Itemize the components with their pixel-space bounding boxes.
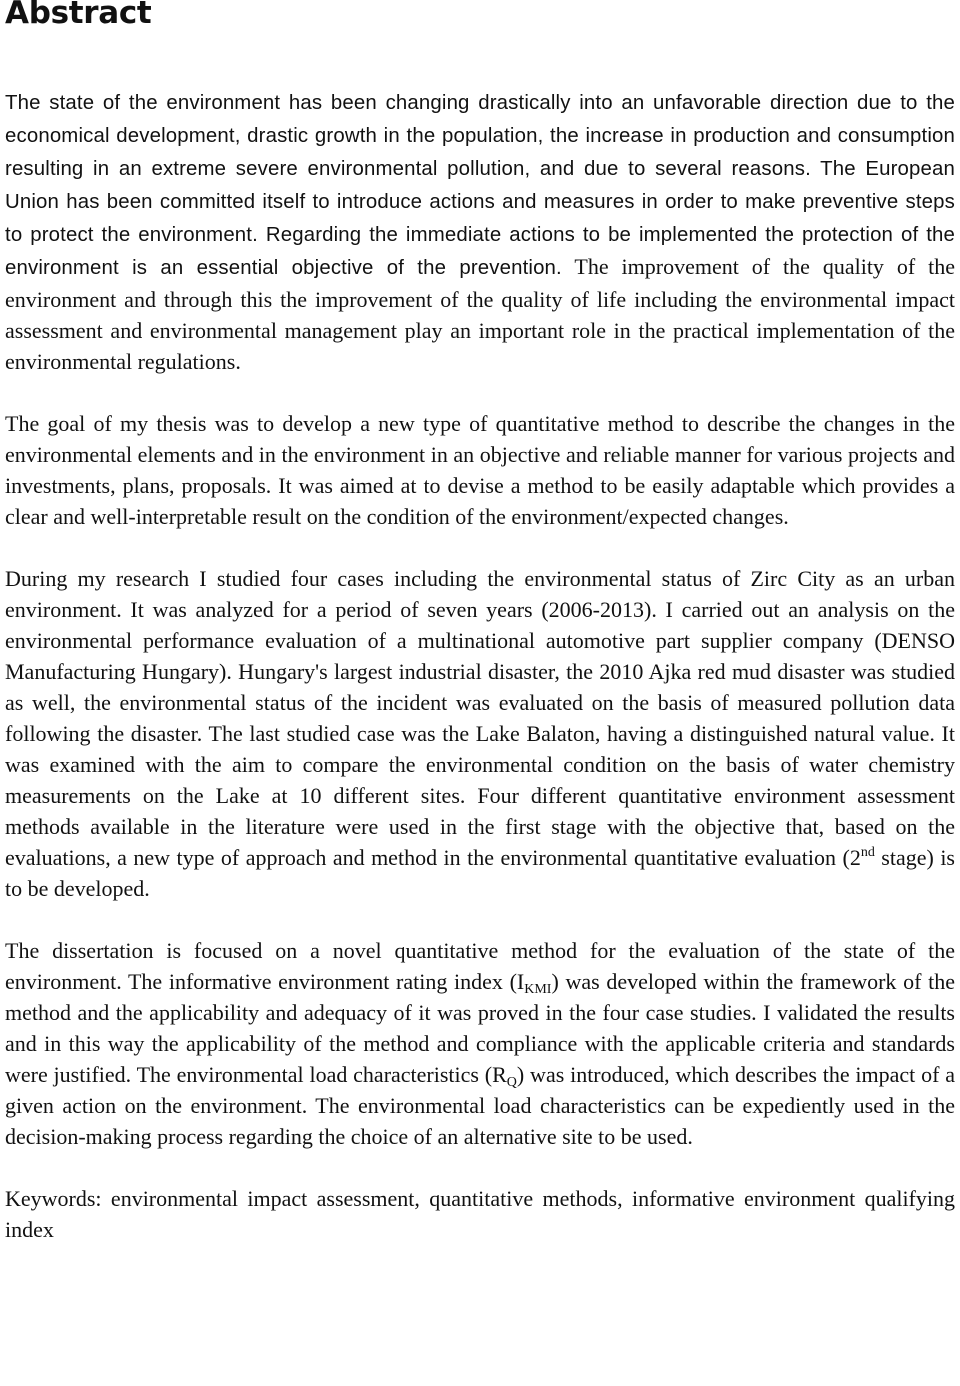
paragraph-4-part-a: The dissertation is focused on a novel quantitative method for the evaluation of the state of the environment. The informative environment rating index (I	[5, 938, 955, 994]
subscript-q: Q	[506, 1075, 517, 1090]
subscript-kmi: KMI	[524, 982, 552, 997]
paragraph-1	[5, 86, 955, 377]
paragraph-1-sans-part: The state of the environment has been changing drastically into an unfavorable direction due to the economical development, drastic growth in the population, the increase in production and consumption resulting in an extreme severe environmental pollution, and due to several reasons. The European Union has been committed itself to introduce actions and measures in order to make preventive steps to protect the environment. Regarding the immediate actions to be implemented the protection of the environment is an essential objective of the prevention.	[5, 92, 955, 279]
paragraph-3	[5, 563, 955, 904]
paragraph-4	[5, 935, 955, 1152]
paragraph-1-serif-part: The improvement of the quality of the environment and through this the improvement of the quality of life including the environmental impact assessment and environmental management play an important role in the practical implementation of the environmental regulations.	[5, 254, 955, 374]
paragraph-3-end: stage) is to be developed.	[5, 845, 955, 901]
paragraph-3-text: During my research I studied four cases including the environmental status of Zirc City as an urban environment. It was analyzed for a period of seven years (2006-2013). I carried out an analysis on the environmental performance evaluation of a multinational automotive part supplier company (DENSO Manufacturing Hungary). Hungary's largest industrial disaster, the 2010 Ajka red mud disaster was studied as well, the environmental status of the incident was evaluated on the basis of measured pollution data following the disaster. The last studied case was the Lake Balaton, having a distinguished natural value. It was examined with the aim to compare the environmental condition on the basis of water chemistry measurements on the Lake at 10 different sites. Four different quantitative environment assessment methods available in the literature were used in the first stage with the objective that, based on the evaluations, a new type of approach and method in the environmental quantitative evaluation (2	[5, 566, 955, 870]
paragraph-4-part-b: ) was developed within the framework of the method and the applicability and adequacy of it was proved in the four case studies. I validated the results and in this way the applicability of the method and compliance with the applicable criteria and standards were justified. The environmental load characteristics (R	[5, 969, 955, 1087]
superscript-nd: nd	[860, 845, 875, 860]
paragraph-2: The goal of my thesis was to develop a new type of quantitative method to describe the changes in the environmental elements and in the environment in an objective and reliable manner for various projects and investments, plans, proposals. It was aimed at to devise a method to be easily adaptable which provides a clear and well-interpretable result on the condition of the environment/expected changes.	[5, 411, 955, 529]
keywords-line: Keywords: environmental impact assessment, quantitative methods, informative environment qualifying index	[5, 1186, 955, 1242]
abstract-heading: Abstract	[5, 0, 152, 31]
paragraph-4-part-c: ) was introduced, which describes the impact of a given action on the environment. The environmental load characteristics can be expediently used in the decision-making process regarding the choice of an alternative site to be used.	[5, 1062, 955, 1149]
abstract-body	[5, 86, 955, 1245]
